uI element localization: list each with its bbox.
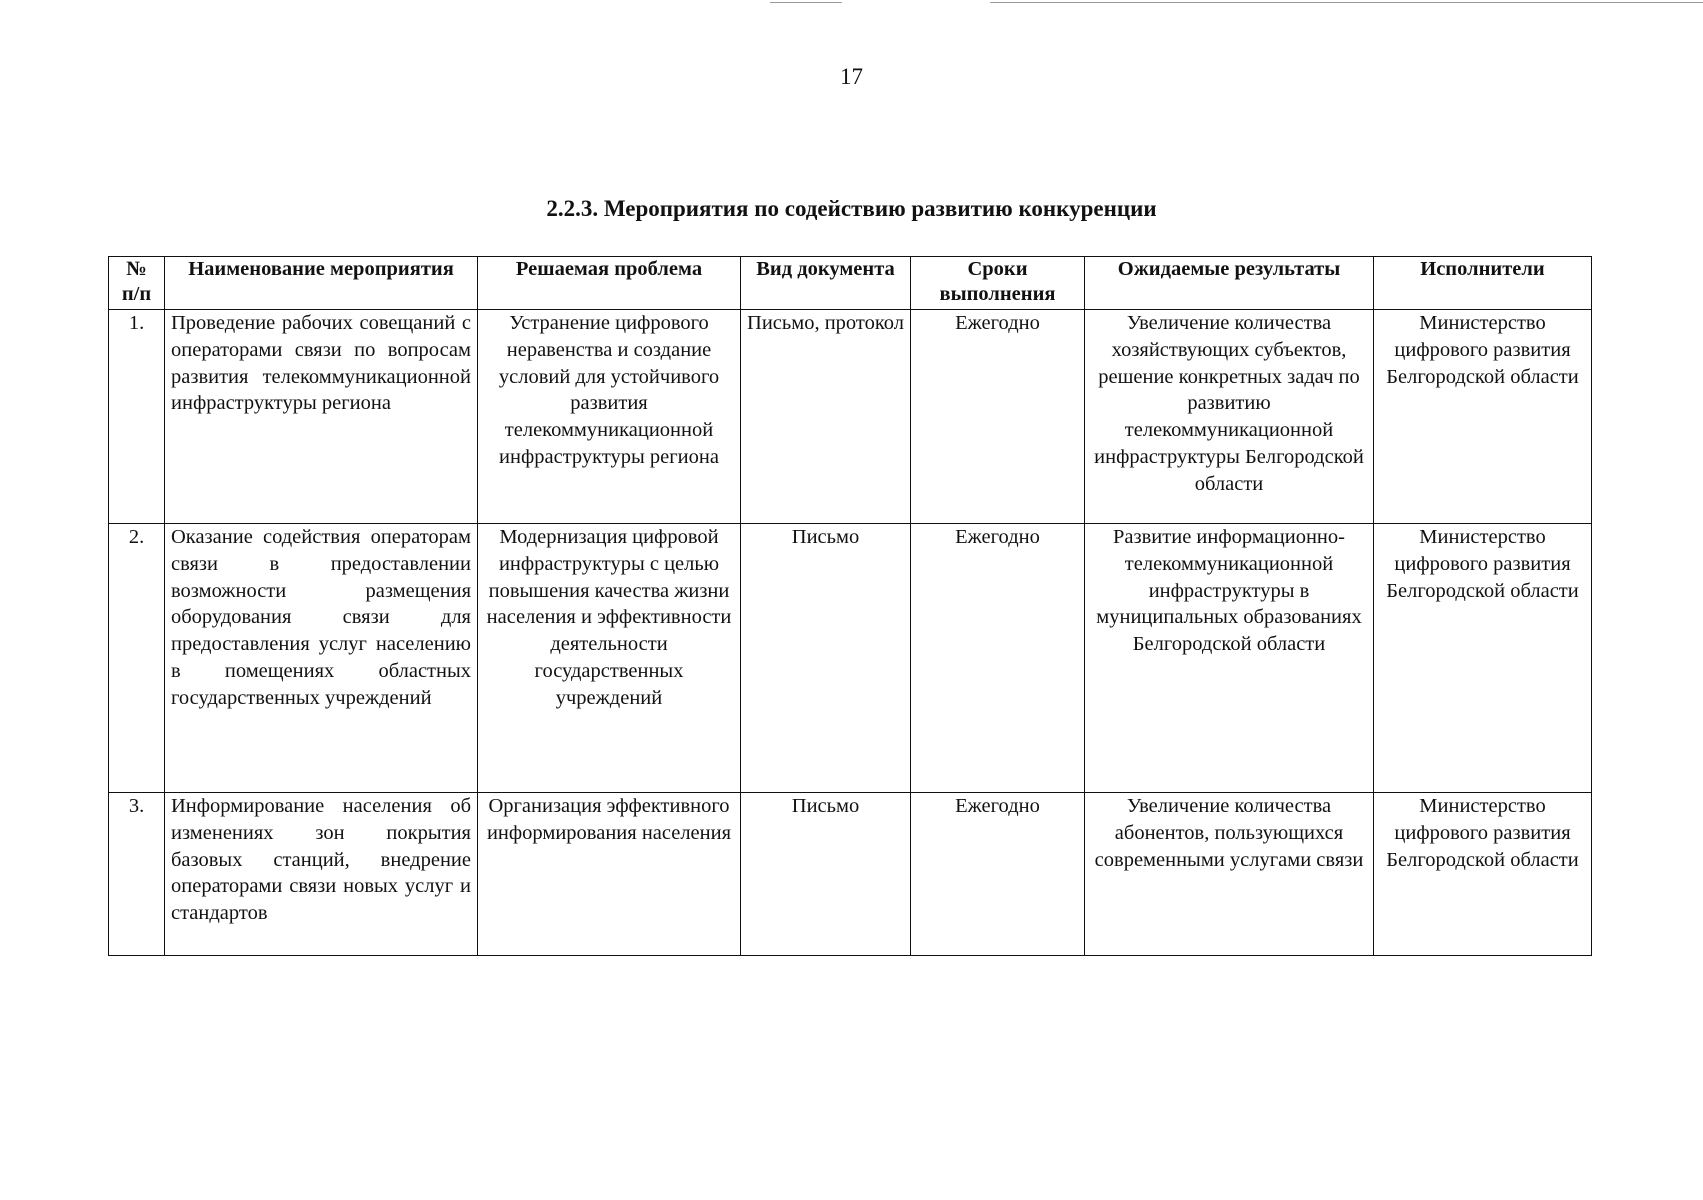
row-number: 1. — [109, 310, 165, 524]
scan-artifact-line — [770, 2, 842, 3]
header-name: Наименование мероприятия — [165, 257, 478, 310]
header-expected-results: Ожидаемые результаты — [1085, 257, 1374, 310]
measure-doc-type: Письмо — [741, 793, 911, 956]
measure-doc-type: Письмо — [741, 524, 911, 793]
measure-expected-result: Развитие информационно-телекоммуникационной инфраструктуры в муниципальных образованиях Белгородской области — [1085, 524, 1374, 793]
table-row — [109, 310, 1592, 524]
header-deadline: Сроки выполнения — [911, 257, 1085, 310]
measure-expected-result: Увеличение количества абонентов, пользующихся современными услугами связи — [1085, 793, 1374, 956]
measure-deadline: Ежегодно — [911, 310, 1085, 524]
measure-expected-result: Увеличение количества хозяйствующих субъектов, решение конкретных задач по развитию телекоммуникационной инфраструктуры Белгородской области — [1085, 310, 1374, 524]
measure-problem: Модернизация цифровой инфраструктуры с целью повышения качества жизни населения и эффективности деятельности государственных учреждений — [478, 524, 741, 793]
header-executors: Исполнители — [1374, 257, 1592, 310]
table-row — [109, 793, 1592, 956]
measure-problem: Организация эффективного информирования населения — [478, 793, 741, 956]
measure-executor: Министерство цифрового развития Белгородской области — [1374, 310, 1592, 524]
header-num: № п/п — [109, 257, 165, 310]
measure-deadline: Ежегодно — [911, 524, 1085, 793]
section-title: 2.2.3. Мероприятия по содействию развитию конкуренции — [546, 196, 1157, 221]
row-number: 3. — [109, 793, 165, 956]
scan-artifact-line — [990, 2, 1703, 3]
row-number: 2. — [109, 524, 165, 793]
measure-name: Проведение рабочих совещаний с операторами связи по вопросам развития телекоммуникационной инфраструктуры региона — [165, 310, 478, 524]
header-doc-type: Вид документа — [741, 257, 911, 310]
table-header-row — [109, 257, 1592, 310]
measure-name: Оказание содействия операторам связи в предоставлении возможности размещения оборудования связи для предоставления услуг населению в помещениях областных государственных учреждений — [165, 524, 478, 793]
measure-executor: Министерство цифрового развития Белгородской области — [1374, 793, 1592, 956]
table-row — [109, 524, 1592, 793]
measure-problem: Устранение цифрового неравенства и создание условий для устойчивого развития телекоммуникационной инфраструктуры региона — [478, 310, 741, 524]
measure-executor: Министерство цифрового развития Белгородской области — [1374, 524, 1592, 793]
measure-deadline: Ежегодно — [911, 793, 1085, 956]
measures-table — [108, 256, 1592, 956]
header-problem: Решаемая проблема — [478, 257, 741, 310]
measure-name: Информирование населения об изменениях зон покрытия базовых станций, внедрение операторами связи новых услуг и стандартов — [165, 793, 478, 956]
measure-doc-type: Письмо, протокол — [741, 310, 911, 524]
page-number: 17 — [840, 64, 863, 89]
